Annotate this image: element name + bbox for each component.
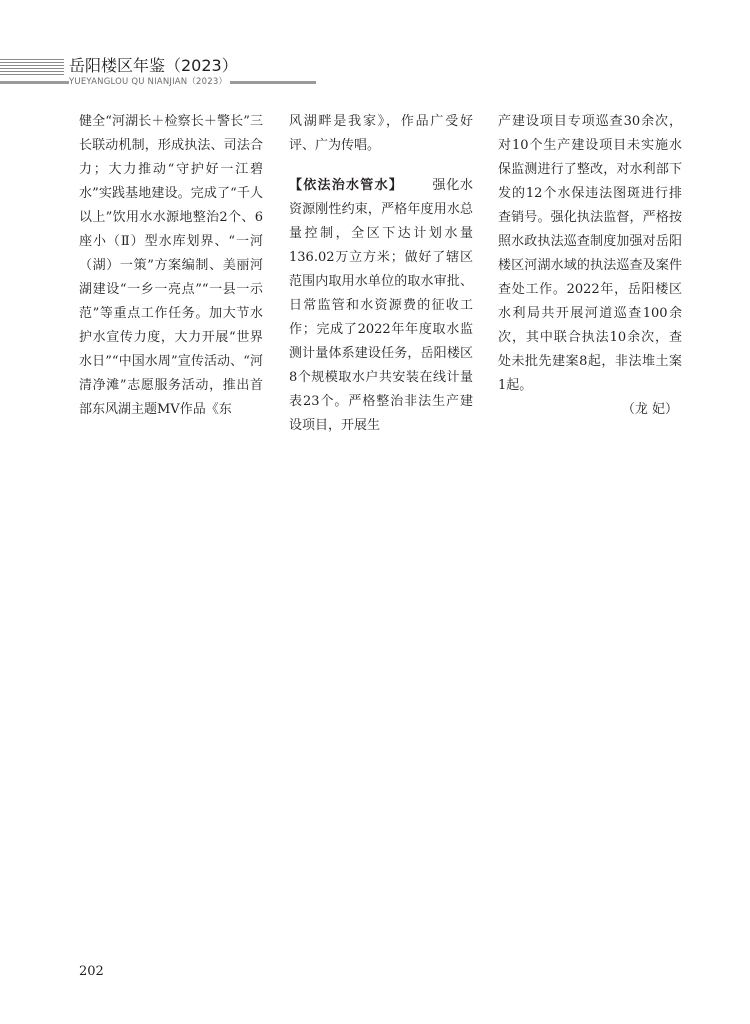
paragraph [289,174,473,438]
yearbook-subtitle: YUEYANGLOU QU NIANJIAN（2023） [69,77,230,88]
text-column-2 [289,110,473,438]
section-text: 强化水资源刚性约束，严格年度用水总量控制，全区下达计划水量136.02万立方米；做好了辖区范围内取用水单位的取水审批、日常监管和水资源费的征收工作；完成了2022年年度取水监测计量体系建设任务，岳阳楼区8个规模取水户共安装在线计量表23个。严格整治非法生产建设项目，开展生 [289,178,473,433]
header-stripes [0,59,64,77]
text-column-3 [498,110,682,422]
paragraph: 产建设项目专项巡查30余次，对10个生产建设项目未实施水保监测进行了整改，对水利部下发的12个水保违法图斑进行排查销号。强化执法监督，严格按照水政执法巡查制度加强对岳阳楼区河湖水域的执法巡查及案件查处工作。2022年，岳阳楼区水利局共开展河道巡查100余次，其中联合执法10余次，查处未批先建案8起，非法堆土案1起。 [498,114,682,393]
text-column-1 [79,110,263,422]
paragraph: 健全“河湖长＋检察长＋警长”三长联动机制，形成执法、司法合力；大力推动“守护好一江碧水”实践基地建设。完成了“千人以上”饮用水水源地整治2个、6座小（Ⅱ）型水库划界、“一河（湖）一策”方案编制、美丽河湖建设“一乡一亮点”“一县一示范”等重点工作任务。加大节水护水宣传力度，大力开展“世界水日”“中国水周”宣传活动、“河清净滩”志愿服务活动，推出首部东风湖主题MV作品《东 [79,114,263,417]
section-heading: 【依法治水管水】 [289,178,404,193]
page-number: 202 [79,964,104,979]
yearbook-title: 岳阳楼区年鉴（2023） [69,56,238,75]
author-credit: （龙 妃） [621,402,678,417]
running-header [0,56,750,96]
paragraph: 风湖畔是我家》，作品广受好评、广为传唱。 [289,114,473,153]
